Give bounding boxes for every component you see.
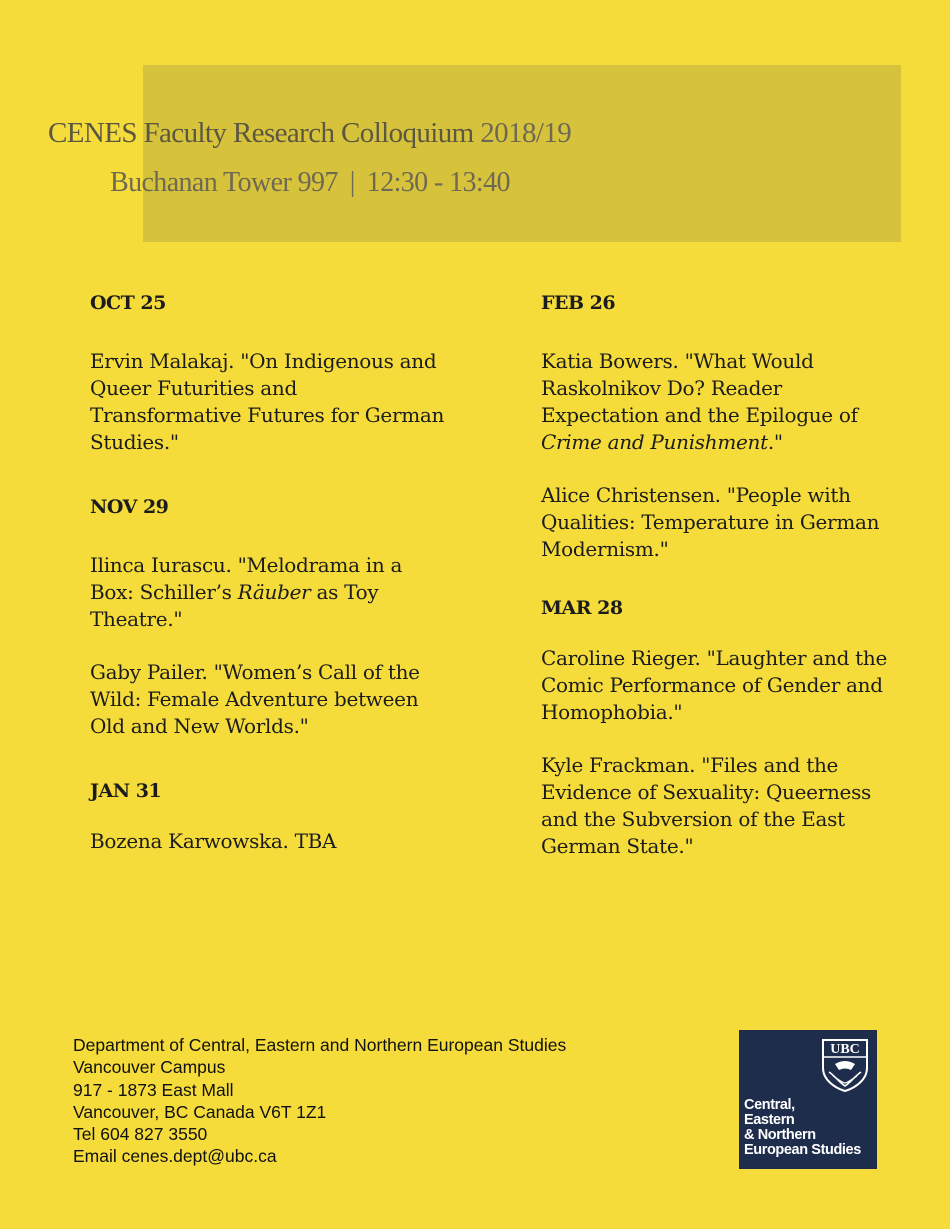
telephone: Tel 604 827 3550 <box>73 1124 208 1145</box>
talk-iurascu-title-italic: Räuber <box>237 580 311 604</box>
date-mar: MAR 28 <box>541 597 623 619</box>
date-feb: FEB 26 <box>541 292 616 314</box>
schedule-left-column <box>90 288 450 881</box>
location: Buchanan Tower 997 <box>110 167 338 198</box>
talk-bowers <box>541 348 891 456</box>
shield-text: UBC <box>830 1042 860 1057</box>
schedule-right-column <box>541 288 891 886</box>
date-oct: OCT 25 <box>90 292 166 314</box>
logo-text <box>744 1098 861 1158</box>
talk-malakaj: Ervin Malakaj. "On Indigenous and Queer Futurities and Transformative Futures for German Studies." <box>90 349 445 454</box>
logo-line-3: & Northern <box>744 1127 816 1143</box>
talk-christensen: Alice Christensen. "People with Qualities: Temperature in German Modernism." <box>541 483 880 561</box>
talk-karwowska: Bozena Karwowska. TBA <box>90 829 337 853</box>
city-postal: Vancouver, BC Canada V6T 1Z1 <box>73 1101 327 1122</box>
time: 12:30 - 13:40 <box>366 167 510 198</box>
header-banner <box>143 65 901 242</box>
title-text: CENES Faculty Research Colloquium <box>48 117 474 149</box>
department-name: Department of Central, Eastern and Northern European Studies <box>73 1035 567 1055</box>
title-year: 2018/19 <box>480 117 572 149</box>
logo-line-2: Eastern <box>744 1112 795 1128</box>
talk-bowers-text: Katia Bowers. "What Would Raskolnikov Do? Reader Expectation and the Epilogue of <box>541 349 858 427</box>
logo-line-1: Central, <box>744 1097 795 1113</box>
talk-pailer: Gaby Pailer. "Women’s Call of the Wild: Female Adventure between Old and New Worlds." <box>90 660 420 738</box>
page-title <box>48 117 571 150</box>
date-nov: NOV 29 <box>90 496 169 518</box>
talk-rieger: Caroline Rieger. "Laughter and the Comic Performance of Gender and Homophobia." <box>541 646 887 724</box>
talk-iurascu-text: Ilinca Iurascu. "Melodrama in a Box: Schiller’s <box>90 553 403 604</box>
ubc-shield-icon <box>821 1038 869 1092</box>
talk-iurascu-text-end: as Toy Theatre." <box>90 580 379 631</box>
talk-bowers-text-end: ." <box>767 430 783 454</box>
separator: | <box>349 167 355 198</box>
talk-frackman: Kyle Frackman. "Files and the Evidence of Sexuality: Queerness and the Subversion of the East German State." <box>541 753 872 858</box>
campus: Vancouver Campus <box>73 1057 226 1078</box>
email: Email cenes.dept@ubc.ca <box>73 1146 277 1167</box>
venue-time <box>110 167 510 199</box>
street-address: 917 - 1873 East Mall <box>73 1079 234 1100</box>
talk-bowers-title-italic: Crime and Punishment <box>541 430 768 454</box>
ubc-logo <box>739 1030 877 1169</box>
talk-iurascu <box>90 552 450 633</box>
contact-info <box>73 1034 566 1168</box>
date-jan: JAN 31 <box>90 780 162 802</box>
logo-line-4: European Studies <box>744 1142 861 1158</box>
